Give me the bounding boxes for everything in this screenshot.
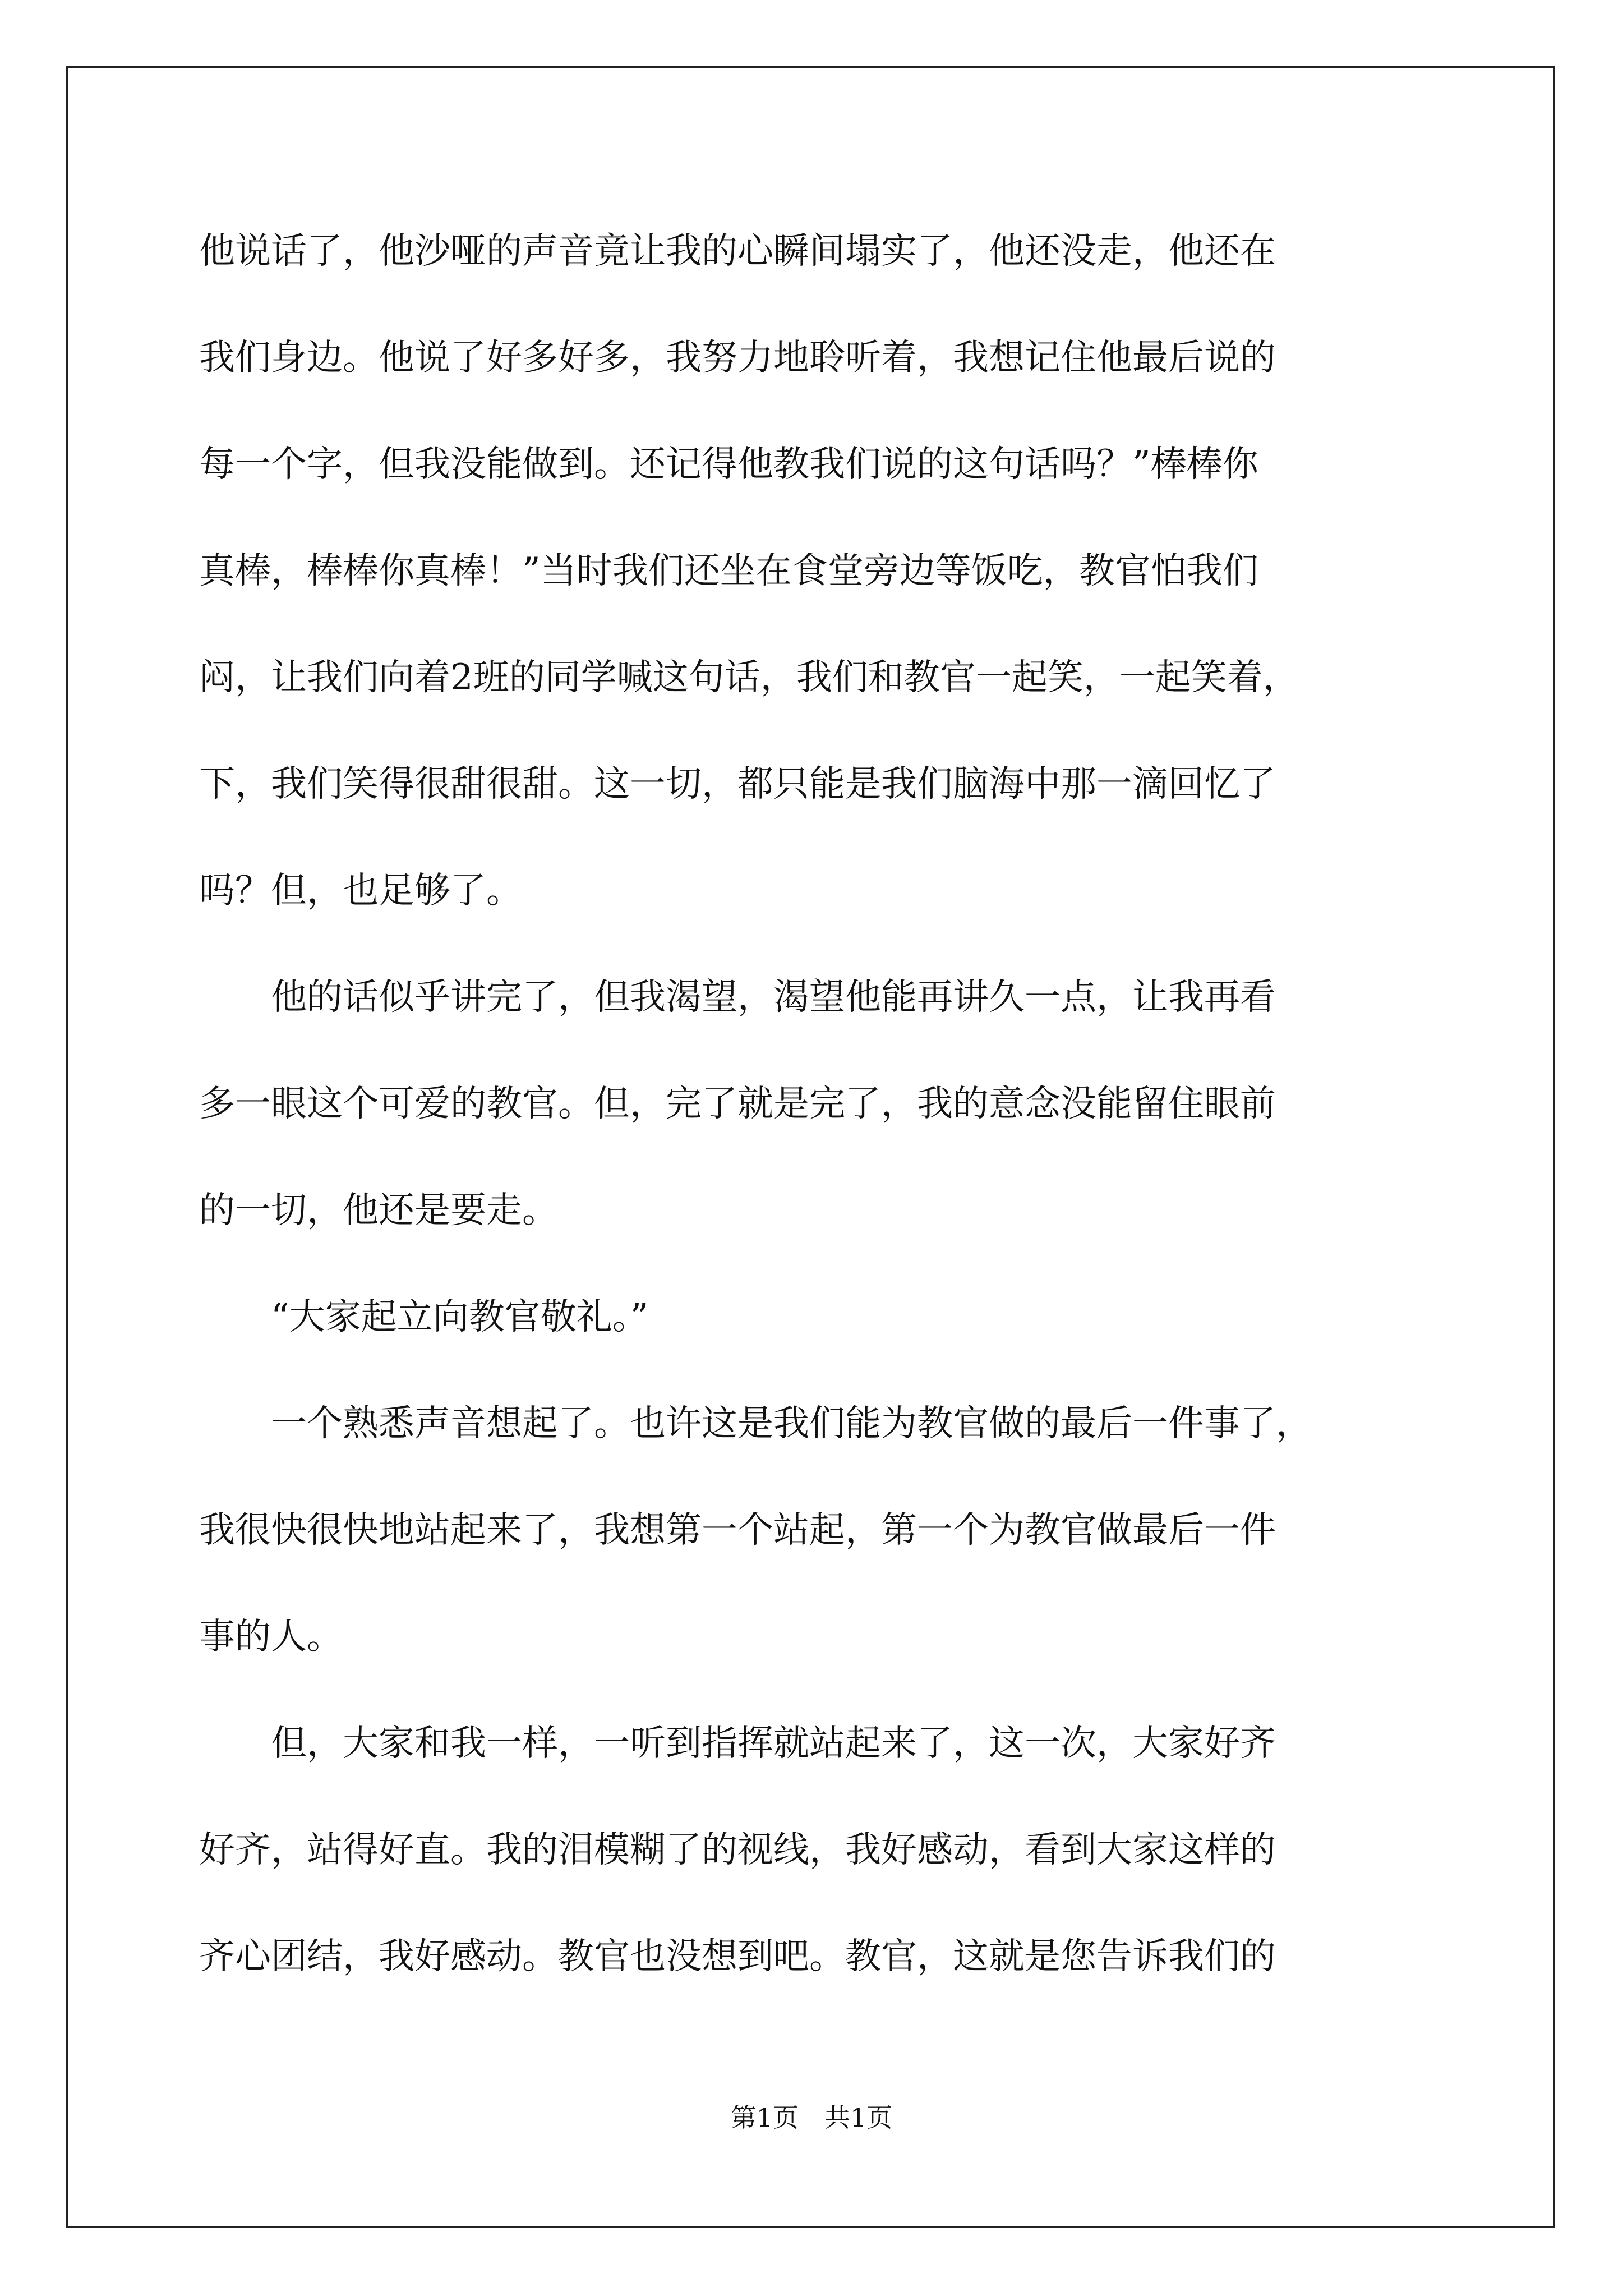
text-line: 下，我们笑得很甜很甜。这一切，都只能是我们脑海中那一滴回忆了 xyxy=(199,763,1276,805)
text-line: 好齐，站得好直。我的泪模糊了的视线，我好感动，看到大家这样的 xyxy=(199,1829,1276,1871)
text-line: 齐心团结，我好感动。教官也没想到吧。教官，这就是您告诉我们的 xyxy=(199,1936,1276,1977)
text-line: 但，大家和我一样，一听到指挥就站起来了，这一次，大家好齐 xyxy=(199,1723,1276,1764)
text-line: 每一个字，但我没能做到。还记得他教我们说的这句话吗？”棒棒你 xyxy=(199,444,1258,485)
document-body xyxy=(199,215,1425,2027)
text-line: 多一眼这个可爱的教官。但，完了就是完了，我的意念没能留住眼前 xyxy=(199,1083,1276,1125)
text-line: 吗？但，也足够了。 xyxy=(199,870,522,912)
text-line: 他说话了，他沙哑的声音竟让我的心瞬间塌实了，他还没走，他还在 xyxy=(199,231,1276,272)
text-line: “大家起立向教官敬礼。” xyxy=(199,1296,649,1338)
text-line: 事的人。 xyxy=(199,1616,343,1658)
text-line: 他的话似乎讲完了，但我渴望，渴望他能再讲久一点，让我再看 xyxy=(199,977,1276,1018)
text-line: 一个熟悉声音想起了。也许这是我们能为教官做的最后一件事了， xyxy=(199,1403,1312,1444)
text-line: 闷，让我们向着2班的同学喊这句话，我们和教官一起笑，一起笑着， xyxy=(199,657,1299,698)
text-line: 我们身边。他说了好多好多，我努力地聆听着，我想记住他最后说的 xyxy=(199,337,1276,379)
text-line: 真棒，棒棒你真棒！”当时我们还坐在食堂旁边等饭吃，教官怕我们 xyxy=(199,550,1258,592)
text-line: 的一切，他还是要走。 xyxy=(199,1190,558,1231)
page-number-footer: 第1页 共1页 xyxy=(730,2102,893,2133)
text-line: 我很快很快地站起来了，我想第一个站起，第一个为教官做最后一件 xyxy=(199,1510,1276,1551)
